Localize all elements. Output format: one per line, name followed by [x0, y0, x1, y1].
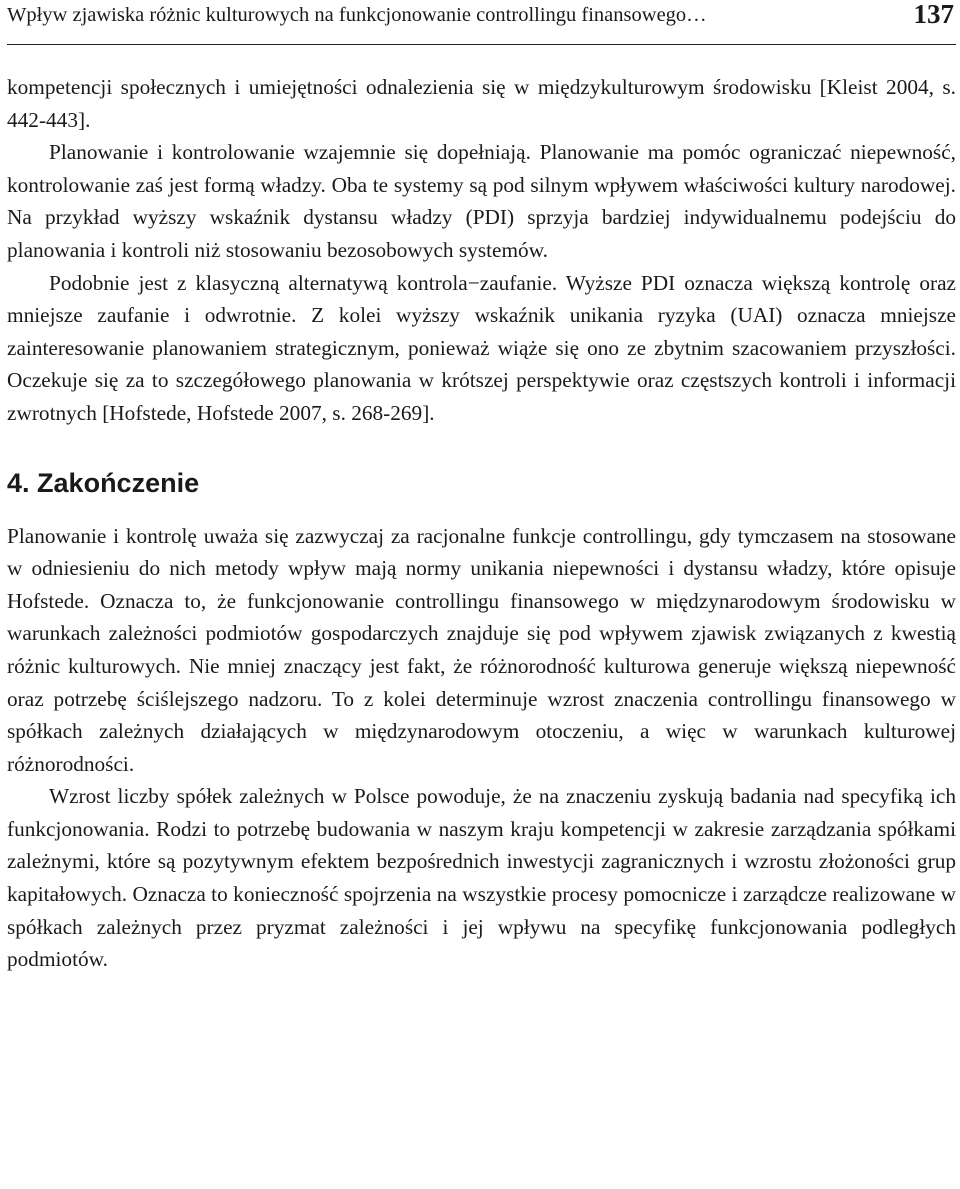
running-header: [7, 0, 956, 45]
section-title: Zakończenie: [37, 467, 200, 498]
paragraph-control-trust: Podobnie jest z klasyczną alternatywą kontrola−zaufanie. Wyższe PDI oznacza większą kontrolę oraz mniejsze zaufanie i odwrotnie. Z kolei wyższy wskaźnik unikania ryzyka (UAI) oznacza mniejsze zainteresowanie planowaniem strategicznym, ponieważ wiąże się ono ze zbytnim szacowaniem przyszłości. Oczekuje się za to szczegółowego planowania w krótszej perspektywie oraz częstszych kontroli i informacji zwrotnych [Hofstede, Hofstede 2007, s. 268-269].: [7, 270, 956, 425]
paragraph-conclusion-2: Wzrost liczby spółek zależnych w Polsce powoduje, że na znaczeniu zyskują badania nad specyfiką ich funkcjonowania. Rodzi to potrzebę budowania w naszym kraju kompetencji w zakresie zarządzania spółkami zależnymi, które są pozytywnym efektem bezpośrednich inwestycji zagranicznych i wzrostu złożoności grup kapitałowych. Oznacza to konieczność spojrzenia na wszystkie procesy pomocnicze i zarządcze realizowane w spółkach zależnych przez pryzmat zależności i jej wpływu na specyfikę funkcjonowania podległych podmiotów.: [7, 784, 956, 972]
text-block-conclusion: [7, 520, 956, 976]
paragraph-conclusion-1: Planowanie i kontrolę uważa się zazwyczaj za racjonalne funkcje controllingu, gdy tymczasem na stosowane w odniesieniu do nich metody wpływ mają normy unikania niepewności i dystansu władzy, które opisuje Hofstede. Oznacza to, że funkcjonowanie controllingu finansowego w międzynarodowym środowisku w warunkach zależności podmiotów gospodarczych znajduje się pod wpływem zjawisk związanych z kwestią różnic kulturowych. Nie mniej znaczący jest fakt, że różnorodność kulturowa generuje większą niepewność oraz potrzebę ściślejszego nadzoru. To z kolei determinuje wzrost znaczenia controllingu finansowego w spółkach zależnych działających w międzynarodowym otoczeniu, a więc w warunkach kulturowej różnorodności.: [7, 523, 956, 776]
paragraph-planning-control: Planowanie i kontrolowanie wzajemnie się dopełniają. Planowanie ma pomóc ograniczać niepewność, kontrolowanie zaś jest formą władzy. Oba te systemy są pod silnym wpływem właściwości kultury narodowej. Na przykład wyższy wskaźnik dystansu władzy (PDI) sprzyja bardziej indywidualnemu podejściu do planowania i kontroli niż stosowaniu bezosobowych systemów.: [7, 140, 956, 262]
section-heading: [7, 462, 956, 504]
page-number: 137: [913, 0, 954, 29]
running-title: Wpływ zjawiska różnic kulturowych na funkcjonowanie controllingu finansowego…: [7, 4, 707, 26]
section-number: 4.: [7, 467, 30, 498]
paragraph-continuation: kompetencji społecznych i umiejętności odnalezienia się w międzykulturowym środowisku [Kleist 2004, s. 442-443].: [7, 75, 956, 132]
text-block-top: [7, 71, 956, 430]
